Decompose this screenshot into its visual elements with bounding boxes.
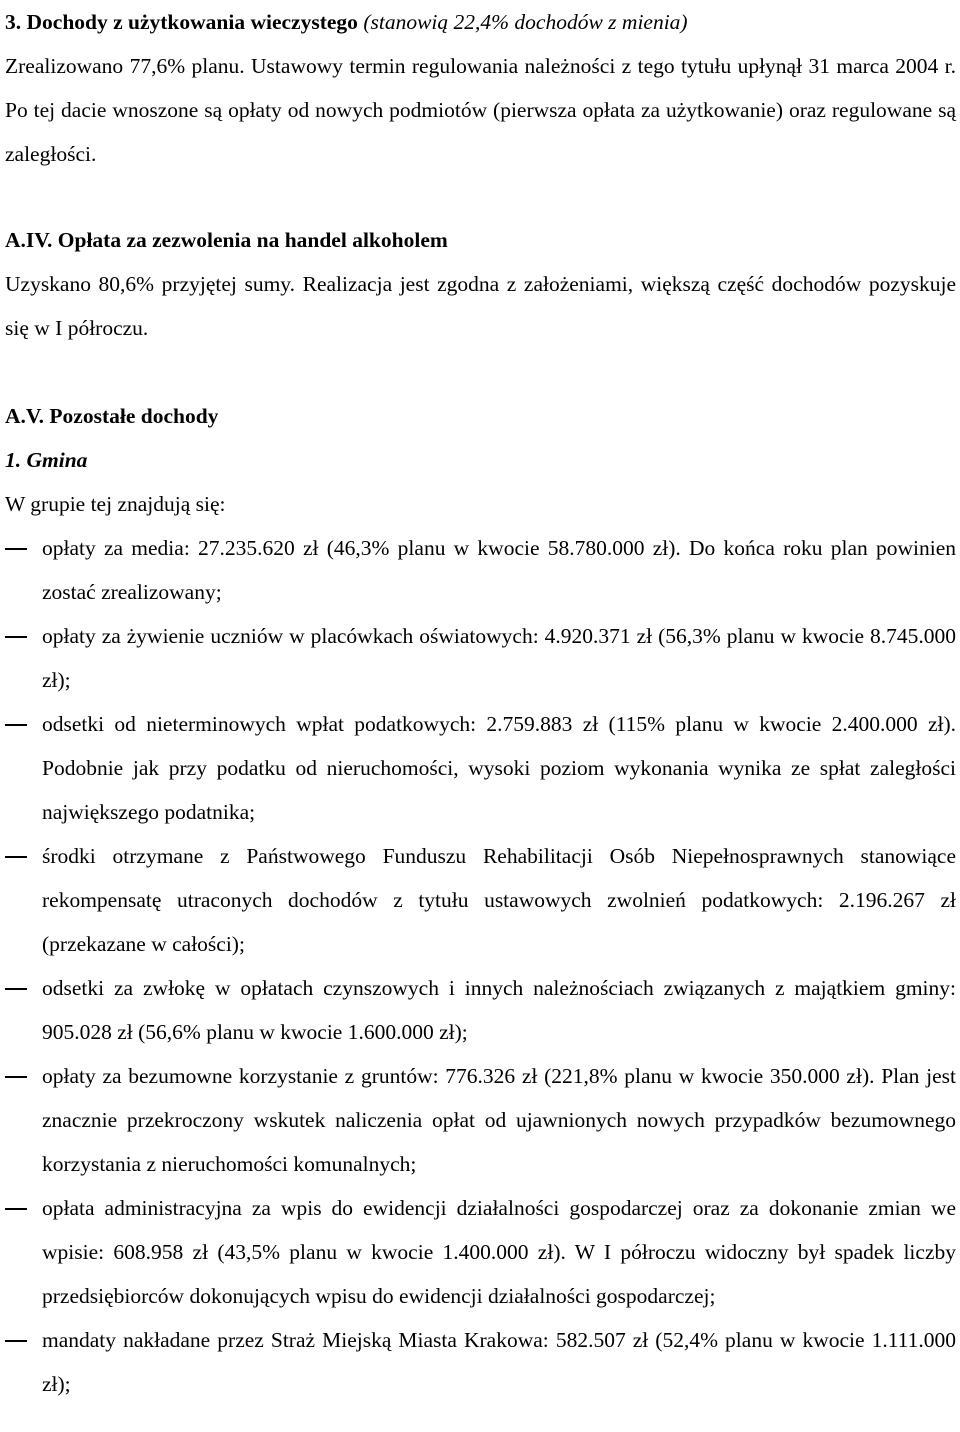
list-item [5,614,956,702]
list-item-text: opłaty za media: 27.235.620 zł (46,3% planu w kwocie 58.780.000 zł). Do końca roku plan powinien zostać zrealizowany; [42,536,956,604]
list-item [5,702,956,834]
list-item-text: opłaty za bezumowne korzystanie z gruntów: 776.326 zł (221,8% planu w kwocie 350.000 zł). Plan jest znacznie przekroczony wskutek naliczenia opłat od ujawnionych nowych przypadków bezumownego korzystania z nieruchomości komunalnych; [42,1064,956,1176]
list-item-text: środki otrzymane z Państwowego Funduszu Rehabilitacji Osób Niepełnosprawnych stanowiące rekompensatę utraconych dochodów z tytułu ustawowych zwolnień podatkowych: 2.196.267 zł (przekazane w całości); [42,844,956,956]
list-item [5,526,956,614]
section-aiv-text: Uzyskano 80,6% przyjętej sumy. Realizacja jest zgodna z założeniami, większą część dochodów pozyskuje się w I półroczu. [5,272,956,340]
list-item [5,966,956,1054]
list-item-text: opłata administracyjna za wpis do ewidencji działalności gospodarczej oraz za dokonanie zmian we wpisie: 608.958 zł (43,5% planu w kwocie 1.400.000 zł). W I półroczu widoczny był spadek liczby przedsiębiorców dokonujących wpisu do ewidencji działalności gospodarczej; [42,1196,956,1308]
section-3-heading [5,0,956,44]
income-list [5,526,956,1406]
section-av-intro: W grupie tej znajdują się: [5,492,226,516]
list-item-text: mandaty nakładane przez Straż Miejską Miasta Krakowa: 582.507 zł (52,4% planu w kwocie 1.111.000 zł); [42,1328,956,1396]
list-item-text: odsetki od nieterminowych wpłat podatkowych: 2.759.883 zł (115% planu w kwocie 2.400.000 zł). Podobnie jak przy podatku od nieruchomości, wysoki poziom wykonania wynika ze spłat zaległości największego podatnika; [42,712,956,824]
section-3-text: Zrealizowano 77,6% planu. Ustawowy termin regulowania należności z tego tytułu upłynął 31 marca 2004 r. Po tej dacie wnoszone są opłaty od nowych podmiotów (pierwsza opłata za użytkowanie) oraz regulowane są zaległości. [5,54,956,166]
list-item [5,1186,956,1318]
section-3-note: (stanowią 22,4% dochodów z mienia) [363,10,688,34]
section-3-title: 3. Dochody z użytkowania wieczystego [5,10,358,34]
list-item [5,1318,956,1406]
list-item-text: odsetki za zwłokę w opłatach czynszowych i innych należnościach związanych z majątkiem gminy: 905.028 zł (56,6% planu w kwocie 1.600.000 zł); [42,976,956,1044]
section-aiv-heading: A.IV. Opłata za zezwolenia na handel alkoholem [5,228,448,252]
section-av-heading: A.V. Pozostałe dochody [5,404,219,428]
list-item [5,1054,956,1186]
section-av-subheading: 1. Gmina [5,448,88,472]
list-item [5,834,956,966]
spacer [5,176,956,218]
spacer [5,350,956,394]
list-item-text: opłaty za żywienie uczniów w placówkach oświatowych: 4.920.371 zł (56,3% planu w kwocie 8.745.000 zł); [42,624,956,692]
